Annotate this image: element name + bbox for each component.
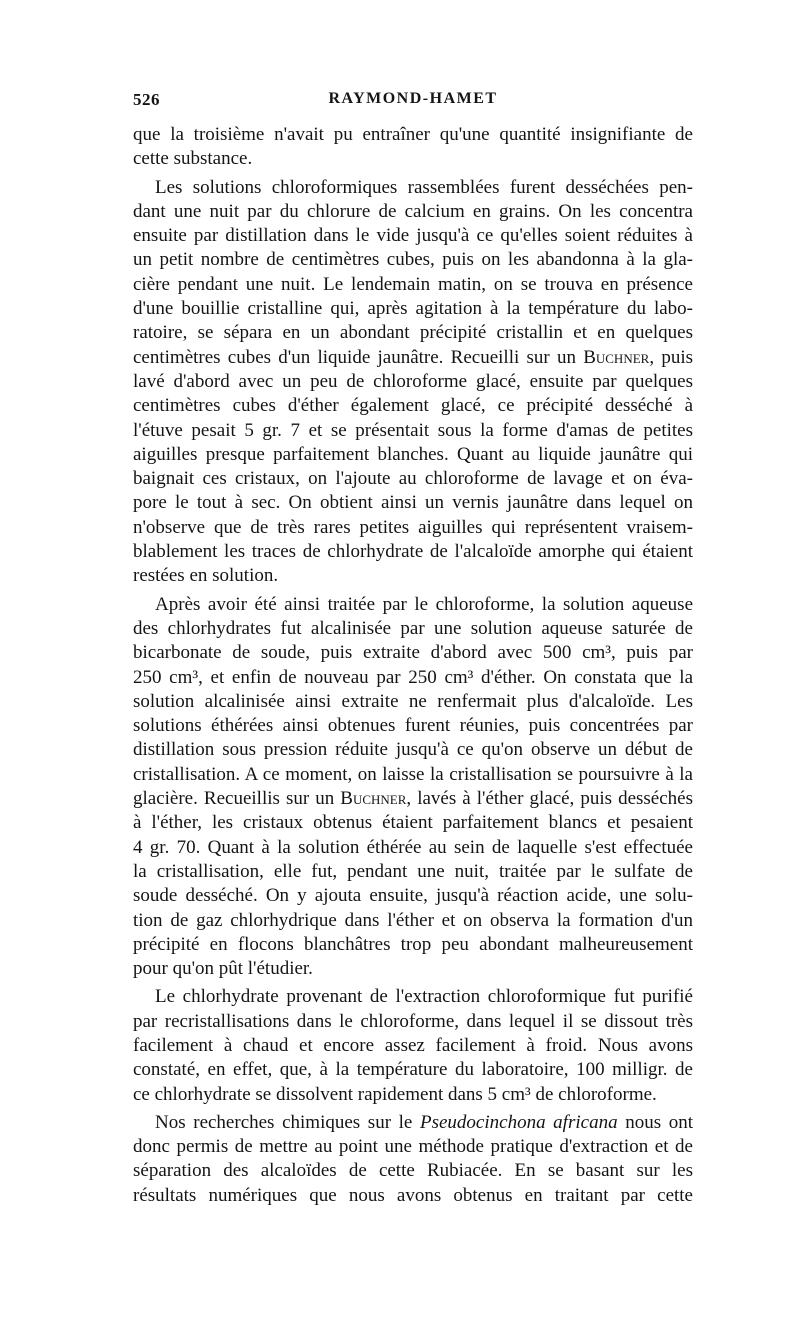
- text-line: solutions éthérées ainsi obtenues furent réunies, puis concentrées par: [133, 715, 693, 737]
- text-line: tion de gaz chlorhydrique dans l'éther et on observa la formation d'un: [133, 909, 693, 931]
- text-line: 250 cm³, et enfin de nouveau par 250 cm³ d'éther. On constata que la: [133, 666, 693, 688]
- text-line: pore le tout à sec. On obtient ainsi un vernis jaunâtre dans lequel on: [133, 492, 693, 514]
- text-line: dant une nuit par du chlorure de calcium en grains. On les concentra: [133, 200, 693, 222]
- text-line: restées en solution.: [133, 565, 279, 587]
- text-line: séparation des alcaloïdes de cette Rubiacée. En se basant sur les: [133, 1160, 693, 1182]
- paragraph: [133, 593, 693, 982]
- paragraph: [133, 985, 693, 1106]
- author-name-smallcaps: Buchner: [583, 346, 650, 368]
- text-line: centimètres cubes d'éther également glacé, ce précipité desséché à: [133, 395, 693, 417]
- text-line: un petit nombre de centimètres cubes, puis on les abandonna à la gla-: [133, 249, 693, 271]
- text-line: lavé d'abord avec un peu de chloroforme glacé, ensuite par quelques: [133, 370, 693, 392]
- text-line: facilement à chaud et encore assez facilement à froid. Nous avons: [133, 1034, 693, 1056]
- text-line: centimètres cubes d'un liquide jaunâtre. Recueilli sur un Buchner, puis: [133, 346, 693, 368]
- text-line: Le chlorhydrate provenant de l'extraction chloroformique fut purifié: [155, 986, 693, 1008]
- text-line: Après avoir été ainsi traitée par le chloroforme, la solution aqueuse: [155, 593, 693, 615]
- paragraph: [133, 123, 693, 172]
- text-line: blablement les traces de chlorhydrate de l'alcaloïde amorphe qui étaient: [133, 541, 693, 563]
- text-line: baignait ces cristaux, on l'ajoute au chloroforme de lavage et on éva-: [133, 468, 693, 490]
- text-line: cristallisation. A ce moment, on laisse la cristallisation se poursuivre à la: [133, 763, 693, 785]
- paragraph: [133, 176, 693, 589]
- text-line: 4 gr. 70. Quant à la solution éthérée au sein de laquelle s'est effectuée: [133, 836, 693, 858]
- page-number: 526: [133, 90, 160, 109]
- page-header: [133, 90, 693, 114]
- running-head: RAYMOND-HAMET: [328, 90, 498, 107]
- paragraph: [133, 1111, 693, 1208]
- text-line: constaté, en effet, que, à la température du laboratoire, 100 milligr. de: [133, 1059, 693, 1081]
- text-line: cette substance.: [133, 148, 253, 170]
- text-line: pour qu'on pût l'étudier.: [133, 958, 313, 980]
- text-line: donc permis de mettre au point une méthode pratique d'extraction et de: [133, 1136, 693, 1158]
- text-line: résultats numériques que nous avons obtenus en traitant par cette: [133, 1184, 693, 1206]
- text-line: par recristallisations dans le chloroforme, dans lequel il se dissout très: [133, 1010, 693, 1032]
- text-line: ratoire, se sépara en un abondant précipité cristallin et en quelques: [133, 322, 693, 344]
- text-line: que la troisième n'avait pu entraîner qu'une quantité insignifiante de: [133, 124, 693, 145]
- body-text: [133, 123, 693, 1208]
- author-name-smallcaps: Buchner: [340, 788, 407, 810]
- text-line: précipité en flocons blanchâtres trop peu abondant malheureusement: [133, 933, 693, 955]
- species-name-italic: Pseudocinchona africana: [419, 1111, 618, 1133]
- text-line: à l'éther, les cristaux obtenus étaient parfaitement blancs et pesaient: [133, 812, 693, 834]
- text-line: n'observe que de très rares petites aiguilles qui représentent vraisem-: [133, 516, 693, 538]
- text-line: cière pendant une nuit. Le lendemain matin, on se trouva en présence: [133, 273, 693, 295]
- text-line: bicarbonate de soude, puis extraite d'abord avec 500 cm³, puis par: [133, 642, 693, 664]
- text-line: ensuite par distillation dans le vide jusqu'à ce qu'elles soient réduites à: [133, 225, 693, 247]
- text-line: soude desséché. On y ajouta ensuite, jusqu'à réaction acide, une solu-: [133, 885, 693, 907]
- text-line: des chlorhydrates fut alcalinisée par une solution aqueuse saturée de: [133, 617, 693, 639]
- text-line: solution alcalinisée ainsi extraite ne renfermait plus d'alcaloïde. Les: [133, 690, 693, 712]
- text-line: aiguilles presque parfaitement blanches. Quant au liquide jaunâtre qui: [133, 443, 693, 465]
- text-line: Les solutions chloroformiques rassemblées furent desséchées pen-: [155, 176, 693, 198]
- text-line: distillation sous pression réduite jusqu'à ce qu'on observe un début de: [133, 739, 693, 761]
- text-line: l'étuve pesait 5 gr. 7 et se présentait sous la forme d'amas de petites: [133, 419, 693, 441]
- text-line: ce chlorhydrate se dissolvent rapidement dans 5 cm³ de chloroforme.: [133, 1083, 657, 1105]
- text-line: glacière. Recueillis sur un Buchner, lavés à l'éther glacé, puis desséchés: [133, 788, 693, 810]
- text-line: la cristallisation, elle fut, pendant une nuit, traitée par le sulfate de: [133, 860, 693, 882]
- text-line: d'une bouillie cristalline qui, après agitation à la température du labo-: [133, 298, 693, 320]
- text-line: Nos recherches chimiques sur le Pseudocinchona africana nous ont: [155, 1111, 693, 1133]
